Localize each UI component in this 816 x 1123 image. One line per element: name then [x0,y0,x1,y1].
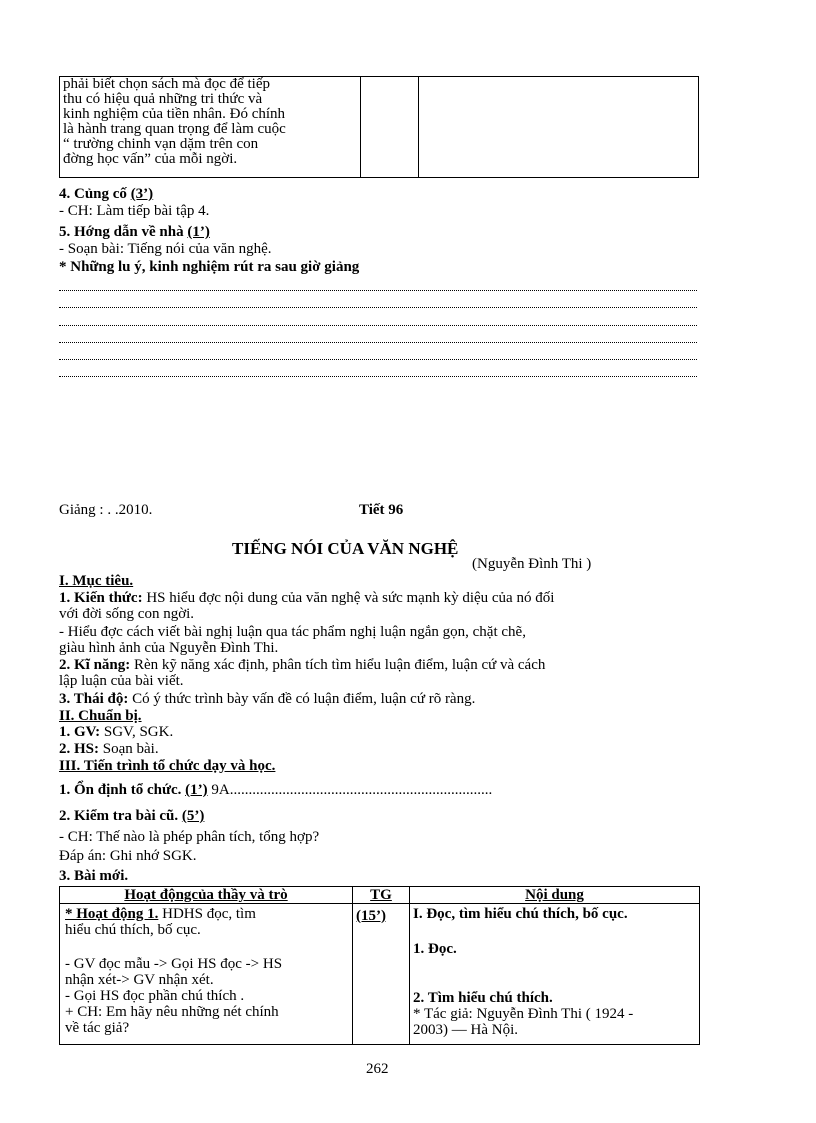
text-line: là hành trang quan trọng để làm cuộc [63,121,286,137]
lesson-author: (Nguyễn Đình Thi ) [472,556,592,572]
content-author: * Tác giả: Nguyễn Đình Thi ( 1924 - [413,1006,634,1022]
activity-text: về tác giả? [65,1020,130,1036]
section-4-text: - CH: Làm tiếp bài tập 4. [59,203,210,219]
activity-text: nhận xét-> GV nhận xét. [65,972,214,988]
skills-line: lập luận của bài viết. [59,673,184,689]
activity-text: + CH: Em hãy nêu những nét chính [65,1004,279,1020]
knowledge-line: giàu hình ảnh của Nguyễn Đình Thi. [59,640,279,656]
step-2-question: - CH: Thế nào là phép phân tích, tổng hợp? [59,829,320,845]
knowledge-line: 1. Kiến thức: HS hiểu đợc nội dung của văn nghệ và sức mạnh kỳ diệu của nó đối [59,590,555,606]
dotted-line [59,359,697,360]
content-author: 2003) — Hà Nội. [413,1022,518,1038]
activity-text: - Gọi HS đọc phần chú thích . [65,988,245,1004]
activities-table [59,886,700,1045]
column-divider [409,887,410,1044]
activity-text: - GV đọc mẫu -> Gọi HS đọc -> HS [65,956,283,972]
header-time: TG [370,887,392,903]
dotted-line [59,290,697,291]
content-annotation: 2. Tìm hiểu chú thích. [413,990,553,1006]
section-5-heading: 5. Hớng dẫn về nhà (1’) [59,224,210,240]
step-1: 1. Ổn định tổ chức. (1’) 9A...................................................................... [59,782,493,798]
section-4-heading: 4. Củng cố (3’) [59,186,154,202]
dotted-line [59,307,697,308]
text-line: thu có hiệu quả những tri thức và [63,91,263,107]
column-divider [352,887,353,1044]
dotted-line [59,376,697,377]
activity-1-title: * Hoạt động 1. HDHS đọc, tìm [65,906,256,922]
skills-line: 2. Kĩ năng: Rèn kỹ năng xác định, phân tích tìm hiểu luận điểm, luận cứ và cách [59,657,546,673]
empty-time-cell [361,77,419,177]
lesson-title: TIẾNG NÓI CỦA VĂN NGHỆ [232,539,459,558]
objectives-heading: I. Mục tiêu. [59,573,134,589]
table-header-row [60,887,699,904]
header-activities: Hoạt độngcủa thầy và trò [124,887,288,903]
text-line: kinh nghiệm của tiền nhân. Đó chính [63,106,286,122]
section-5-text: - Soạn bài: Tiếng nói của văn nghệ. [59,241,272,257]
process-heading: III. Tiến trình tổ chức dạy và học. [59,758,276,774]
preparation-heading: II. Chuẩn bị. [59,708,142,724]
text-line: “ trường chinh vạn dặm trên con [63,136,259,152]
step-2-answer: Đáp án: Ghi nhớ SGK. [59,848,197,864]
text-line: đờng học vấn” của mỗi ngời. [63,151,238,167]
period-number: Tiết 96 [359,502,404,518]
continuation-text-cell [60,77,361,177]
text-line: phải biết chọn sách mà đọc để tiếp [63,76,271,92]
dotted-line [59,325,697,326]
continuation-table [59,76,699,178]
gv-preparation: 1. GV: SGV, SGK. [59,724,174,740]
knowledge-line: với đời sống con ngời. [59,606,195,622]
activity-time: (15’) [356,908,386,924]
attitude-line: 3. Thái độ: Có ý thức trình bày vấn đề có luận điểm, luận cứ rõ ràng. [59,691,476,707]
hs-preparation: 2. HS: Soạn bài. [59,741,159,757]
step-3: 3. Bài mới. [59,868,129,884]
page-number: 262 [366,1061,389,1077]
header-content: Nội dung [525,887,584,903]
notes-heading: * Những lu ý, kinh nghiệm rút ra sau giờ giảng [59,259,360,275]
dotted-line [59,342,697,343]
step-2: 2. Kiểm tra bài cũ. (5’) [59,808,205,824]
content-heading: I. Đọc, tìm hiểu chú thích, bố cục. [413,906,628,922]
content-reading: 1. Đọc. [413,941,457,957]
teaching-date: Giảng : . .2010. [59,502,153,518]
activity-text: hiểu chú thích, bố cục. [65,922,201,938]
knowledge-line: - Hiểu đợc cách viết bài nghị luận qua tác phẩm nghị luận ngắn gọn, chặt chẽ, [59,624,526,640]
